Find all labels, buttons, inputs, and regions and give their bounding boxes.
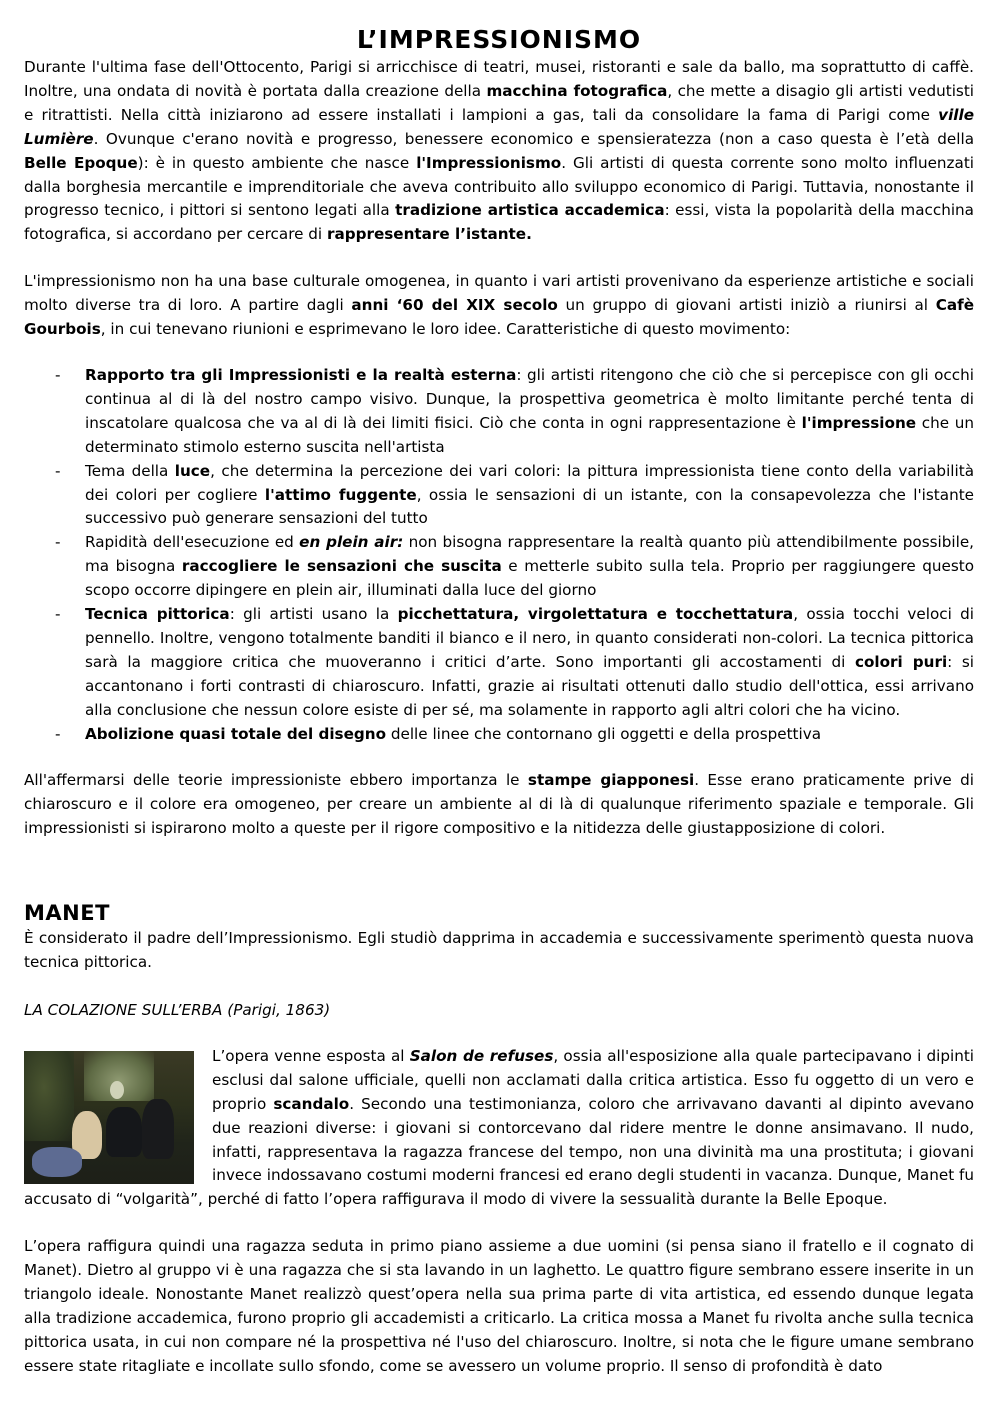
bold-term: l'Impressionismo (416, 153, 562, 172)
text-run: : gli artisti ritengono che ciò che si percepisce con gli occhi continua al di là del nostro campo visivo. Dunque, la prospettiva geometrica è molto limitante perché tenta di inscatolare qualcosa che va al di là dei limiti fisici. Ciò che conta in ogni rappresentazione è (85, 365, 974, 432)
document-title: L’IMPRESSIONISMO (356, 25, 642, 54)
bold-term: l'impressione (801, 413, 917, 432)
list-item (24, 364, 974, 460)
work-title: LA COLAZIONE SULL’ERBA (Parigi, 1863) (24, 1001, 331, 1019)
text-run: : gli artisti usano la (229, 605, 398, 624)
bold-term: Cafè Gourbois (24, 296, 974, 339)
text-run: , ossia le sensazioni di un istante, con la consapevolezza che l'istante successivo può generare sensazioni del tutto (85, 485, 974, 528)
bold-italic-term: en plein air: (299, 533, 404, 552)
bold-term: tradizione artistica accademica (395, 201, 665, 220)
text-run: . Gli artisti di questa corrente sono molto influenzati dalla borghesia mercantile e imprenditoriale che aveva contribuito allo sviluppo economico di Parigi. Tuttavia, nonostante il progresso tecnico, i pittori si sentono legati alla (24, 153, 975, 220)
text-run: , che mette a disagio gli artisti vedutisti e ritrattisti. Nella città iniziarono ad essere installati i lampioni a gas, tali da consolidare la fama di Parigi come (24, 81, 974, 124)
text-run: . Secondo una testimonianza, coloro che arrivavano davanti al dipinto avevano due reazioni diverse: i giovani si contorcevano dal ridere mentre le donne ansimavano. Il nudo, infatti, rappresentava la ragazza francese del tempo, non una divinità ma una prostituta; i giovani invece indossavano costumi moderni francesi ed erano degli studenti in vacanza. Dunque, Manet fu accusato di “volgarità”, perché di fatto l’opera raffigurava il modo di vivere la sessualità durante la Belle Epoque. (24, 1094, 974, 1209)
list-dash: - (55, 365, 61, 384)
text-run: un gruppo di giovani artisti iniziò a riunirsi al (557, 296, 936, 315)
text-run: , ossia tocchi veloci di pennello. Inoltre, vengono totalmente banditi il bianco e il nero, in quanto considerati non-colori. La tecnica pittorica sarà la maggiore critica che muoveranno i critici d’arte. Sono importanti gli accostamenti di (85, 605, 975, 671)
bold-term: stampe giapponesi (527, 771, 695, 790)
text-run: . Esse erano praticamente prive di chiaroscuro e il colore era omogeneo, per creare un ambiente al di là di qualunque riferimento spaziale e temporale. Gli impressionisti si ispirarono molto a queste per il rigore compositivo e la nitidezza delle giustapposizione di colori. (24, 771, 974, 838)
text-run: delle linee che contornano gli oggetti e della prospettiva (386, 724, 822, 743)
document-body (24, 24, 974, 1379)
manet-intro: È considerato il padre dell’Impressionismo. Egli studiò dapprima in accademia e successivamente sperimentò questa nuova tecnica pittorica. (24, 929, 974, 972)
text-run: , che determina la percezione dei vari colori: la pittura impressionista tiene conto della variabilità dei colori per cogliere (85, 461, 974, 504)
bold-term: raccogliere le sensazioni che suscita (181, 557, 502, 576)
list-dash: - (55, 533, 61, 552)
text-run: non bisogna rappresentare la realtà quanto più attendibilmente possibile, ma bisogna (85, 533, 974, 576)
bold-term: colori puri (854, 652, 948, 671)
text-run: All'affermarsi delle teorie impressioniste ebbero importanza le (24, 771, 528, 790)
bold-term: luce (174, 461, 211, 480)
list-dash: - (55, 461, 61, 480)
text-run: Rapidità dell'esecuzione ed (85, 533, 300, 552)
bold-term: Tecnica pittorica (85, 605, 230, 624)
list-dash: - (55, 724, 61, 743)
japanese-prints-paragraph (24, 769, 974, 841)
text-run: , in cui tenevano riunioni e esprimevano le loro idee. Caratteristiche di questo movimento: (100, 320, 791, 339)
text-run: L’opera venne esposta al (212, 1046, 410, 1065)
painting-description-block (24, 1045, 974, 1212)
bold-italic-term: Salon de refuses (409, 1046, 554, 1065)
bold-term: rappresentare l’istante. (326, 225, 532, 244)
text-run: : si accantonano i forti contrasti di chiaroscuro. Infatti, grazie ai risultati ottenuti dallo studio dell'ottica, essi arrivano alla conclusione che nessun colore esiste di per sé, ma solamente in rapporto agli altri colori che ha vicino. (85, 652, 974, 719)
text-run: , ossia all'esposizione alla quale partecipavano i dipinti esclusi dal salone ufficiale, quelli non acclamati dalla critica artistica. Esso fu oggetto di un vero e proprio (212, 1046, 975, 1113)
bold-term: l'attimo fuggente (264, 485, 417, 504)
list-item (24, 603, 974, 723)
bold-italic-term: ville Lumière (24, 105, 974, 148)
bold-term: Belle Epoque (24, 153, 138, 172)
text-run: che un determinato stimolo esterno suscita nell'artista (85, 413, 974, 456)
painting-image (24, 1051, 194, 1184)
features-list (24, 364, 974, 747)
text-run: Tema della (85, 461, 175, 480)
bold-term: picchettatura, virgolettatura e tocchettatura (397, 605, 794, 624)
bold-term: Abolizione quasi totale del disegno (85, 724, 387, 743)
text-run: e metterle subito sulla tela. Proprio per raggiungere questo scopo occorre dipingere en plein air, illuminati dalla luce del giorno (85, 557, 975, 600)
text-run: Durante l'ultima fase dell'Ottocento, Parigi si arricchisce di teatri, musei, ristoranti e sale da ballo, ma soprattutto di caffè. Inoltre, una ondata di novità è portata dalla creazione della (24, 58, 974, 100)
list-item (24, 723, 974, 747)
text-run: : essi, vista la popolarità della macchina fotografica, si accordano per cercare di (24, 201, 974, 244)
bold-term: anni ‘60 del XIX secolo (351, 296, 558, 315)
list-dash: - (55, 605, 61, 624)
culture-paragraph (24, 270, 974, 342)
list-item (24, 531, 974, 603)
bold-term: macchina fotografica (486, 81, 668, 100)
list-item (24, 460, 974, 532)
text-run: L'impressionismo non ha una base culturale omogenea, in quanto i vari artisti provenivano da esperienze artistiche e sociali molto diverse tra di loro. A partire dagli (24, 272, 974, 315)
text-run: ): è in questo ambiente che nasce (137, 153, 417, 172)
bold-term: scandalo (273, 1094, 350, 1113)
section-heading-manet: MANET (24, 901, 110, 926)
painting-analysis: L’opera raffigura quindi una ragazza seduta in primo piano assieme a due uomini (si pensa siano il fratello e il cognato di Manet). Dietro al gruppo vi è una ragazza che si sta lavando in un laghetto. Le quattro figure sembrano essere inserite in un triangolo ideale. Nonostante Manet realizzò quest’opera nella sua prima parte di vita artistica, ed essendo dunque legata alla tradizione accademica, furono proprio gli accademisti a criticarlo. La critica mossa a Manet fu rivolta anche sulla tecnica pittorica usata, in cui non compare né la prospettiva né l'uso del chiaroscuro. Inoltre, si nota che le figure umane sembrano essere state ritagliate e incollate sullo sfondo, come se avessero un volume proprio. Il senso di profondità è dato (24, 1237, 974, 1375)
text-run: . Ovunque c'erano novità e progresso, benessere economico e spensieratezza (non a caso questa è l’età della (93, 129, 974, 148)
bold-term: Rapporto tra gli Impressionisti e la realtà esterna (85, 365, 517, 384)
intro-paragraph (24, 56, 974, 247)
